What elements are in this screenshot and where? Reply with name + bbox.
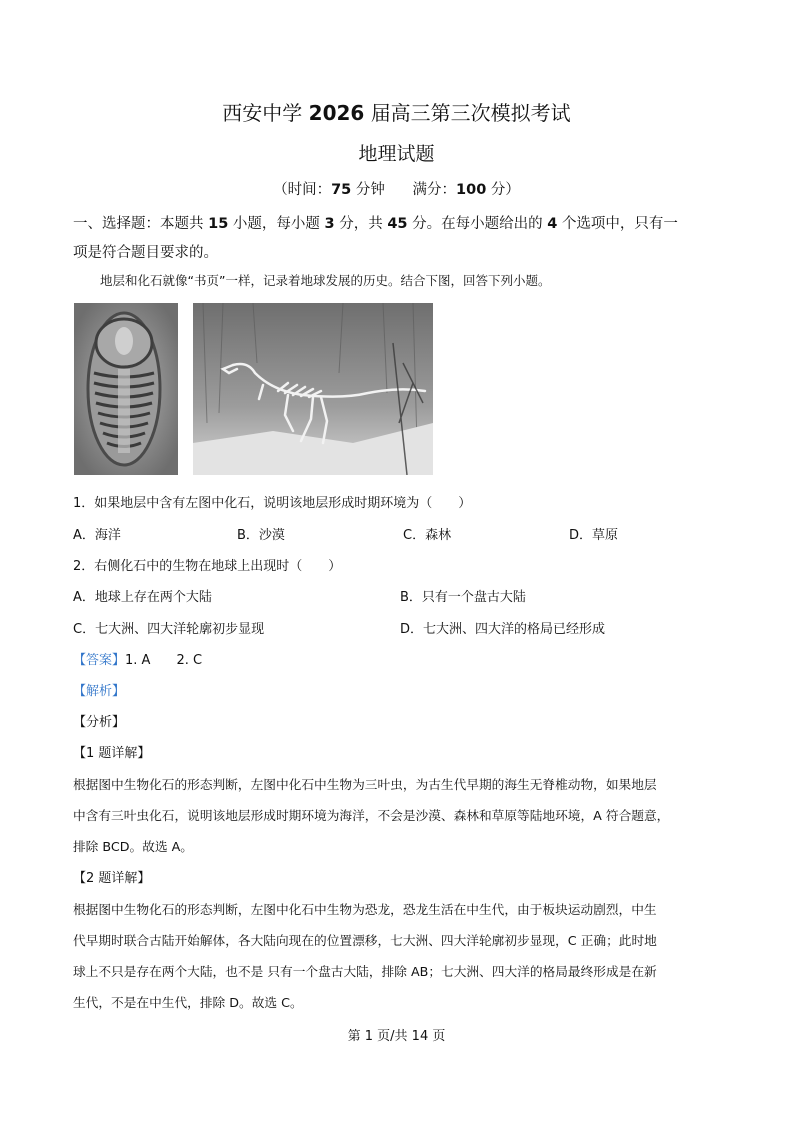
material-intro: 地层和化石就像“书页”一样，记录着地球发展的历史。结合下图，回答下列小题。	[100, 273, 551, 288]
answer-label: 【答案】	[73, 653, 126, 668]
instr-num: 3	[324, 216, 335, 232]
section-instruction	[73, 212, 678, 233]
instr-part: 一、选择题：本题共	[73, 216, 204, 232]
section-instruction-line2: 项是符合题目要求的。	[73, 245, 218, 261]
time-open: （时间：	[273, 182, 332, 198]
detail-2-line: 生代，不是在中生代，排除 D。故选 C。	[73, 995, 303, 1010]
exam-title-pre: 西安中学	[222, 101, 303, 125]
exam-title-year: 2026	[308, 101, 365, 125]
time-unit: 分钟	[355, 182, 385, 198]
instr-part: 分，共	[339, 216, 383, 232]
exam-subtitle: 地理试题	[358, 143, 435, 165]
score-label: 满分：	[412, 182, 457, 198]
detail-2-line: 根据图中生物化石的形态判断，左图中化石中生物为恐龙，恐龙生活在中生代，由于板块运动剧烈，中生	[73, 902, 657, 917]
instr-part: 个选项中，只有一	[561, 216, 678, 232]
answer-text: 1. A 2. C	[125, 653, 203, 668]
q1-option-b: B．沙漠	[237, 528, 285, 543]
q2-option-c: C．七大洲、四大洋轮廓初步显现	[73, 622, 265, 637]
exam-title	[0, 97, 793, 126]
answer-line	[73, 649, 202, 668]
trilobite-fossil-image	[74, 303, 178, 475]
dinosaur-fossil-image	[193, 303, 433, 475]
analysis-label: 【解析】	[73, 684, 126, 699]
exam-title-post: 届高三第三次模拟考试	[370, 101, 571, 125]
score-value: 100	[456, 182, 487, 198]
question-1-stem: 1．如果地层中含有左图中化石，说明该地层形成时期环境为（ ）	[73, 496, 472, 511]
q1-option-d: D．草原	[569, 528, 619, 543]
instr-num: 45	[387, 216, 408, 232]
q2-option-d: D．七大洲、四大洋的格局已经形成	[400, 622, 606, 637]
question-2-stem: 2．右侧化石中的生物在地球上出现时（ ）	[73, 559, 342, 574]
instr-part: 分。在每小题给出的	[412, 216, 543, 232]
instr-num: 4	[547, 216, 558, 232]
fenxi-label: 【分析】	[73, 715, 126, 730]
instr-num: 15	[208, 216, 229, 232]
time-info	[0, 178, 793, 199]
detail-1-line: 排除 BCD。故选 A。	[73, 839, 193, 854]
q1-option-c: C．森林	[403, 528, 452, 543]
detail-1-label: 【1 题详解】	[73, 746, 151, 761]
detail-2-label: 【2 题详解】	[73, 871, 151, 886]
instr-part: 小题，每小题	[232, 216, 320, 232]
score-close: 分）	[490, 182, 520, 198]
page-footer: 第 1 页/共 14 页	[347, 1029, 446, 1044]
detail-1-line: 根据图中生物化石的形态判断，左图中化石中生物为三叶虫，为古生代早期的海生无脊椎动物，如果地层	[73, 777, 657, 792]
detail-2-line: 代早期时联合古陆开始解体，各大陆向现在的位置漂移，七大洲、四大洋轮廓初步显现，C 正确；此时地	[73, 933, 657, 948]
q1-option-a: A．海洋	[73, 528, 121, 543]
q2-option-b: B．只有一个盘古大陆	[400, 590, 526, 605]
detail-1-line: 中含有三叶虫化石，说明该地层形成时期环境为海洋，不会是沙漠、森林和草原等陆地环境，A 符合题意，	[73, 808, 670, 823]
q2-option-a: A．地球上存在两个大陆	[73, 590, 212, 605]
detail-2-line: 球上不只是存在两个大陆，也不是 只有一个盘古大陆，排除 AB；七大洲、四大洋的格局最终形成是在新	[73, 964, 657, 979]
time-value: 75	[331, 182, 352, 198]
